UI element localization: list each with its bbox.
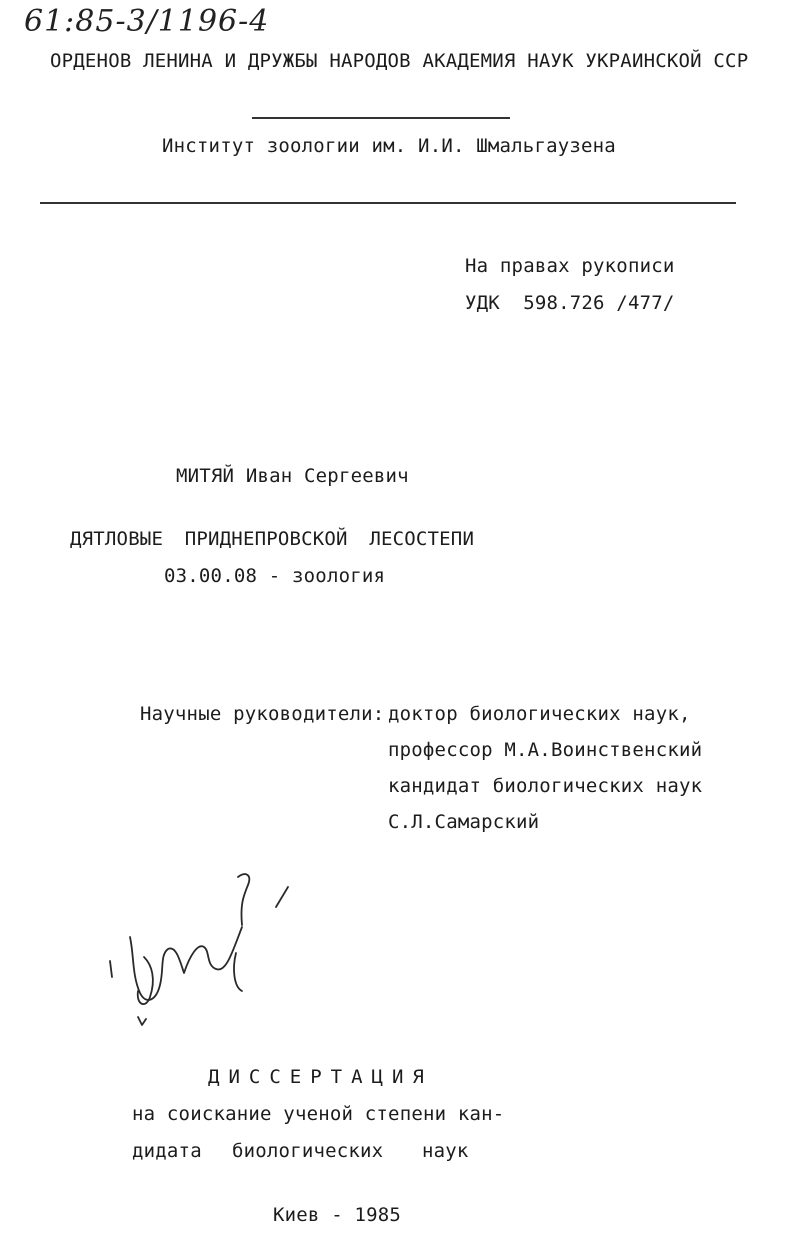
manuscript-rights: На правах рукописи	[465, 255, 675, 277]
degree-line-2c: наук	[422, 1140, 469, 1162]
place-year: Киев - 1985	[273, 1204, 402, 1226]
signature-stroke	[130, 927, 242, 1000]
supervisor-line: профессор М.А.Воинственский	[388, 739, 703, 761]
degree-line-2b: биологических	[232, 1140, 384, 1162]
signature-stroke	[238, 874, 249, 925]
signature-stroke	[138, 1017, 146, 1025]
supervisor-line: кандидат биологических наук	[388, 775, 703, 797]
supervisor-line: доктор биологических наук,	[388, 703, 691, 725]
signature-stroke	[110, 961, 112, 977]
specialty-code: 03.00.08 - зоология	[164, 565, 386, 587]
dissertation-heading: ДИССЕРТАЦИЯ	[208, 1066, 433, 1088]
author-name: МИТЯЙ Иван Сергеевич	[176, 465, 409, 487]
long-divider	[40, 202, 736, 204]
archive-stamp: 61:85-3/1196-4	[24, 4, 270, 39]
dissertation-title: ДЯТЛОВЫЕ ПРИДНЕПРОВСКОЙ ЛЕСОСТЕПИ	[70, 528, 475, 550]
signature-scribble	[100, 865, 300, 1035]
udk-code: УДК 598.726 /477/	[465, 292, 675, 314]
signature-stroke	[138, 957, 153, 1004]
signature-stroke	[276, 887, 288, 907]
academy-name: ОРДЕНОВ ЛЕНИНА И ДРУЖБЫ НАРОДОВ АКАДЕМИЯ НАУК УКРАИНСКОЙ ССР	[50, 50, 749, 72]
institute-name: Институт зоологии им. И.И. Шмальгаузена	[162, 135, 616, 157]
supervisor-line: С.Л.Самарский	[388, 811, 540, 833]
supervisors-label: Научные руководители:	[140, 703, 385, 725]
degree-line-2a: дидата	[132, 1140, 202, 1162]
signature-stroke	[234, 953, 242, 991]
degree-line-1: на соискание ученой степени кан-	[132, 1103, 505, 1125]
short-divider	[252, 117, 510, 119]
